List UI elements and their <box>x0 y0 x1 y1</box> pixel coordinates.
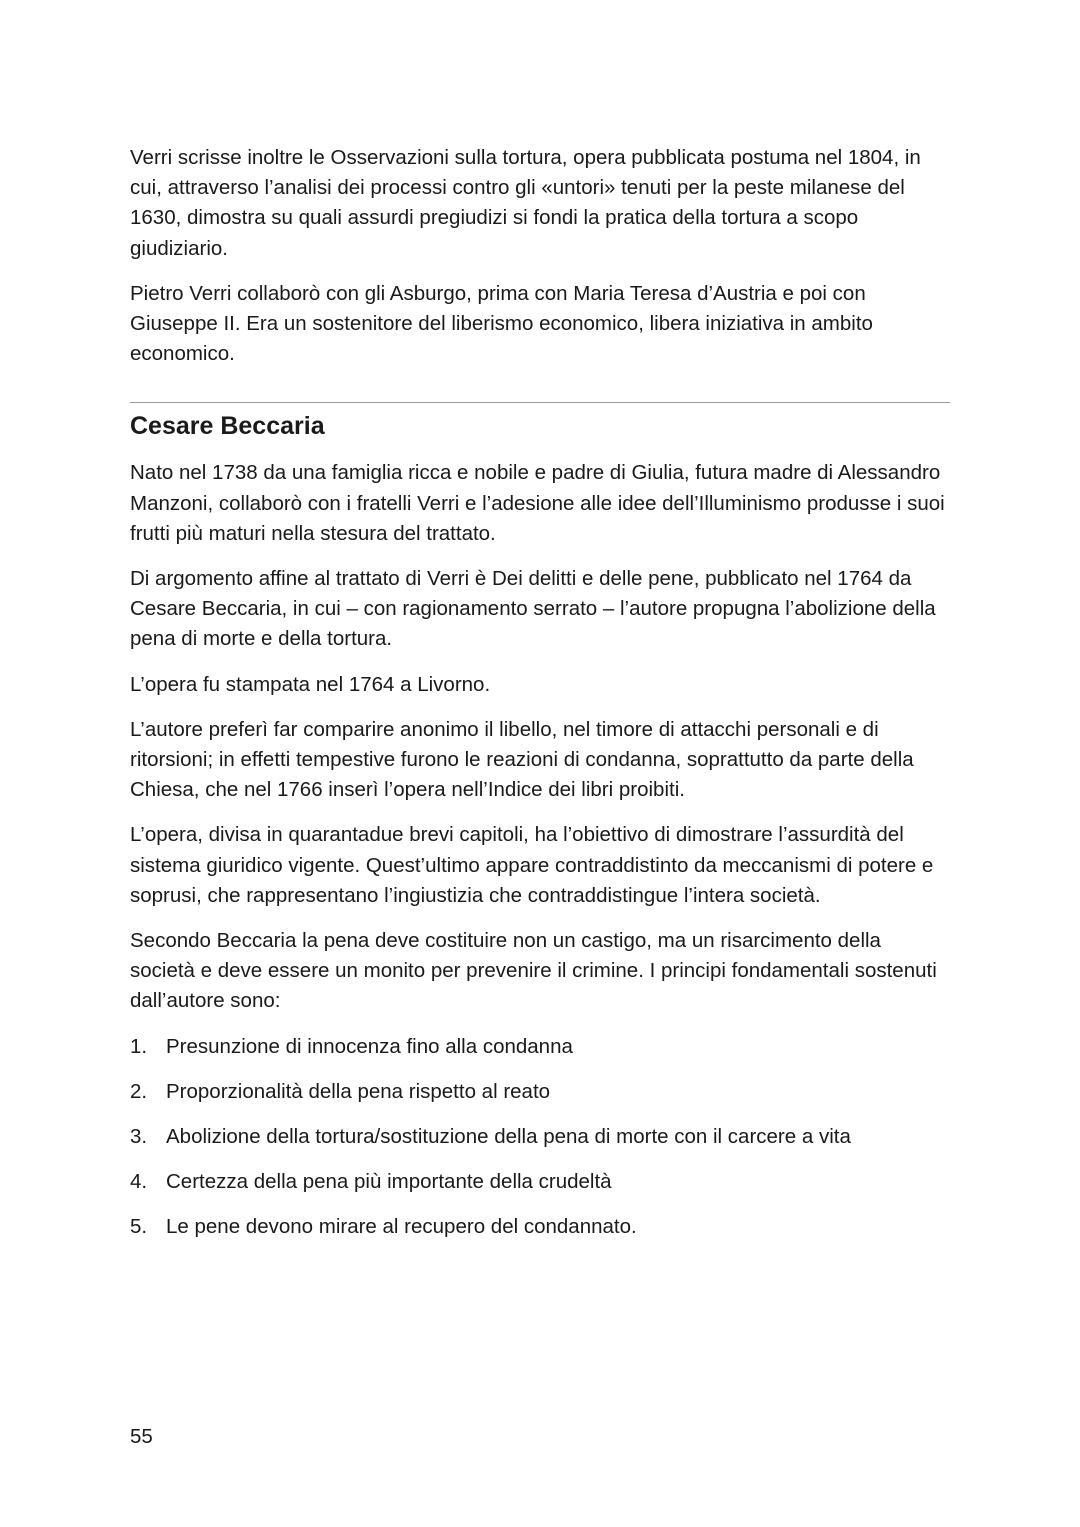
section-paragraph: Secondo Beccaria la pena deve costituire non un castigo, ma un risarcimento della società e deve essere un monito per prevenire il crimine. I principi fondamentali sostenuti dall’autore sono: <box>130 929 937 1013</box>
section-heading: Cesare Beccaria <box>130 412 325 441</box>
section-paragraph: Nato nel 1738 da una famiglia ricca e nobile e padre di Giulia, futura madre di Alessandro Manzoni, collaborò con i fratelli Verri e l’adesione alle idee dell’Illuminismo produsse i suoi frutti più maturi nella stesura del trattato. <box>130 461 945 545</box>
list-item-number: 5. <box>130 1214 148 1238</box>
list-item <box>130 1032 950 1062</box>
intro-paragraph: Pietro Verri collaborò con gli Asburgo, prima con Maria Teresa d’Austria e poi con Giuseppe II. Era un sostenitore del liberismo economico, libera iniziativa in ambito economico. <box>130 281 873 366</box>
section-paragraph: Di argomento affine al trattato di Verri è Dei delitti e delle pene, pubblicato nel 1764 da Cesare Beccaria, in cui – con ragionamento serrato – l’autore propugna l’abolizione della pena di morte e della tortura. <box>130 567 936 651</box>
section-paragraph: L’opera fu stampata nel 1764 a Livorno. <box>130 672 491 696</box>
list-item-text: Le pene devono mirare al recupero del condannato. <box>166 1214 637 1238</box>
page-content <box>130 143 950 1257</box>
list-item <box>130 1122 950 1152</box>
section-paragraph: L’opera, divisa in quarantadue brevi capitoli, ha l’obiettivo di dimostrare l’assurdità del sistema giuridico vigente. Quest’ultimo appare contraddistinto da meccanismi di potere e soprusi, che rappresentano l’ingiustizia che contraddistingue l’intera società. <box>130 823 934 907</box>
list-item-number: 1. <box>130 1034 148 1058</box>
list-item-text: Certezza della pena più importante della crudeltà <box>166 1169 612 1193</box>
list-item-text: Presunzione di innocenza fino alla condanna <box>166 1034 573 1058</box>
list-item-text: Proporzionalità della pena rispetto al reato <box>166 1079 551 1103</box>
principles-list <box>130 1032 950 1242</box>
list-item-number: 2. <box>130 1079 148 1103</box>
list-item <box>130 1167 950 1197</box>
list-item-text: Abolizione della tortura/sostituzione della pena di morte con il carcere a vita <box>166 1124 851 1148</box>
list-item-number: 3. <box>130 1124 148 1148</box>
list-item <box>130 1212 950 1242</box>
section-paragraph: L’autore preferì far comparire anonimo il libello, nel timore di attacchi personali e di ritorsioni; in effetti tempestive furono le reazioni di condanna, soprattutto da parte della Chiesa, che nel 1766 inserì l’opera nell’Indice dei libri proibiti. <box>130 717 914 802</box>
intro-paragraph: Verri scrisse inoltre le Osservazioni sulla tortura, opera pubblicata postuma nel 1804, in cui, attraverso l’analisi dei processi contro gli «untori» tenuti per la peste milanese del 1630, dimostra su quali assurdi pregiudizi si fondi la pratica della tortura a scopo giudiziario. <box>130 146 921 260</box>
page-number: 55 <box>130 1425 153 1448</box>
section-divider <box>130 402 950 403</box>
list-item <box>130 1077 950 1107</box>
list-item-number: 4. <box>130 1169 148 1193</box>
